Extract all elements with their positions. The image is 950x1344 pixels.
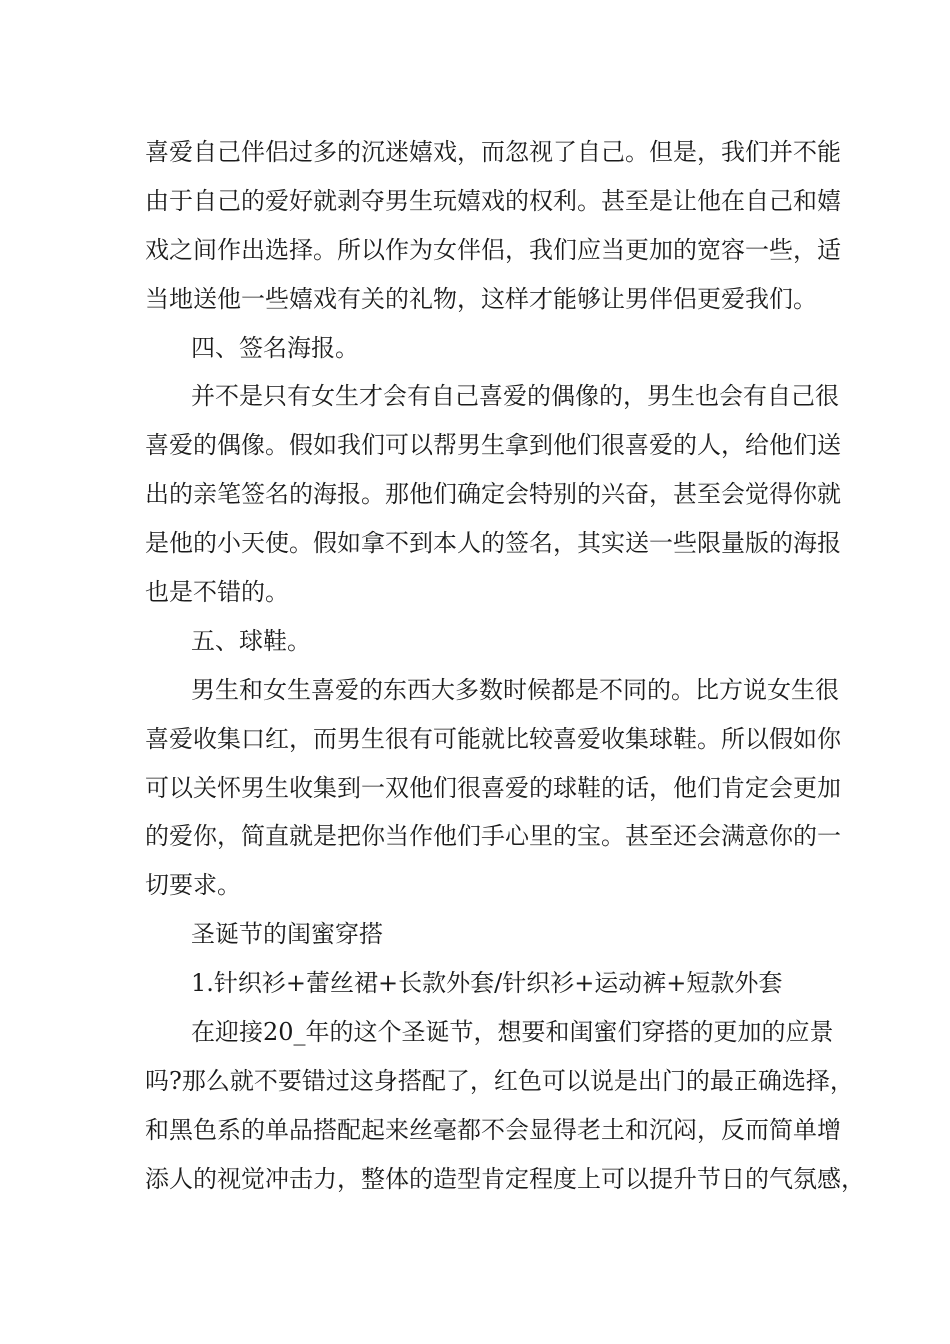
section-heading: 五、球鞋。: [191, 626, 311, 655]
text-line: 喜爱自己伴侣过多的沉迷嬉戏，而忽视了自己。但是，我们并不能: [145, 138, 841, 166]
text-line: 并不是只有女生才会有自己喜爱的偶像的，男生也会有自己很: [191, 382, 839, 411]
text-line: 也是不错的。: [145, 578, 289, 607]
text-line: 喜爱的偶像。假如我们可以帮男生拿到他们很喜爱的人，给他们送: [145, 431, 841, 460]
text-line: 当地送他一些嬉戏有关的礼物，这样才能够让男伴侣更爱我们。: [145, 284, 817, 313]
text-line: 喜爱收集口红，而男生很有可能就比较喜爱收集球鞋。所以假如你: [145, 724, 841, 753]
text-line: 男生和女生喜爱的东西大多数时候都是不同的。比方说女生很: [191, 675, 839, 704]
text-line: 由于自己的爱好就剥夺男生玩嬉戏的权利。甚至是让他在自己和嬉: [145, 186, 841, 215]
text-line: 戏之间作出选择。所以作为女伴侣，我们应当更加的宽容一些，适: [145, 235, 841, 264]
subsection-heading: 1.针织衫+蕾丝裙+长款外套/针织衫+运动裤+短款外套: [191, 969, 783, 998]
text-line: 是他的小天使。假如拿不到本人的签名，其实送一些限量版的海报: [145, 529, 841, 558]
text-line: 可以关怀男生收集到一双他们很喜爱的球鞋的话，他们肯定会更加: [145, 773, 841, 802]
text-line: 吗?那么就不要错过这身搭配了，红色可以说是出门的最正确选择，: [145, 1066, 854, 1095]
text-line: 在迎接20_年的这个圣诞节，想要和闺蜜们穿搭的更加的应景: [191, 1018, 834, 1047]
document-body: [145, 128, 865, 1204]
text-line: 和黑色系的单品搭配起来丝毫都不会显得老土和沉闷，反而简单增: [145, 1115, 841, 1144]
text-line: 切要求。: [145, 871, 241, 900]
text-line: 添人的视觉冲击力，整体的造型肯定程度上可以提升节日的气氛感，: [145, 1164, 865, 1193]
section-heading: 圣诞节的闺蜜穿搭: [191, 920, 383, 949]
text-line: 的爱你，简直就是把你当作他们手心里的宝。甚至还会满意你的一: [145, 822, 841, 851]
text-line: 出的亲笔签名的海报。那他们确定会特别的兴奋，甚至会觉得你就: [145, 480, 841, 509]
section-heading: 四、签名海报。: [191, 333, 359, 362]
